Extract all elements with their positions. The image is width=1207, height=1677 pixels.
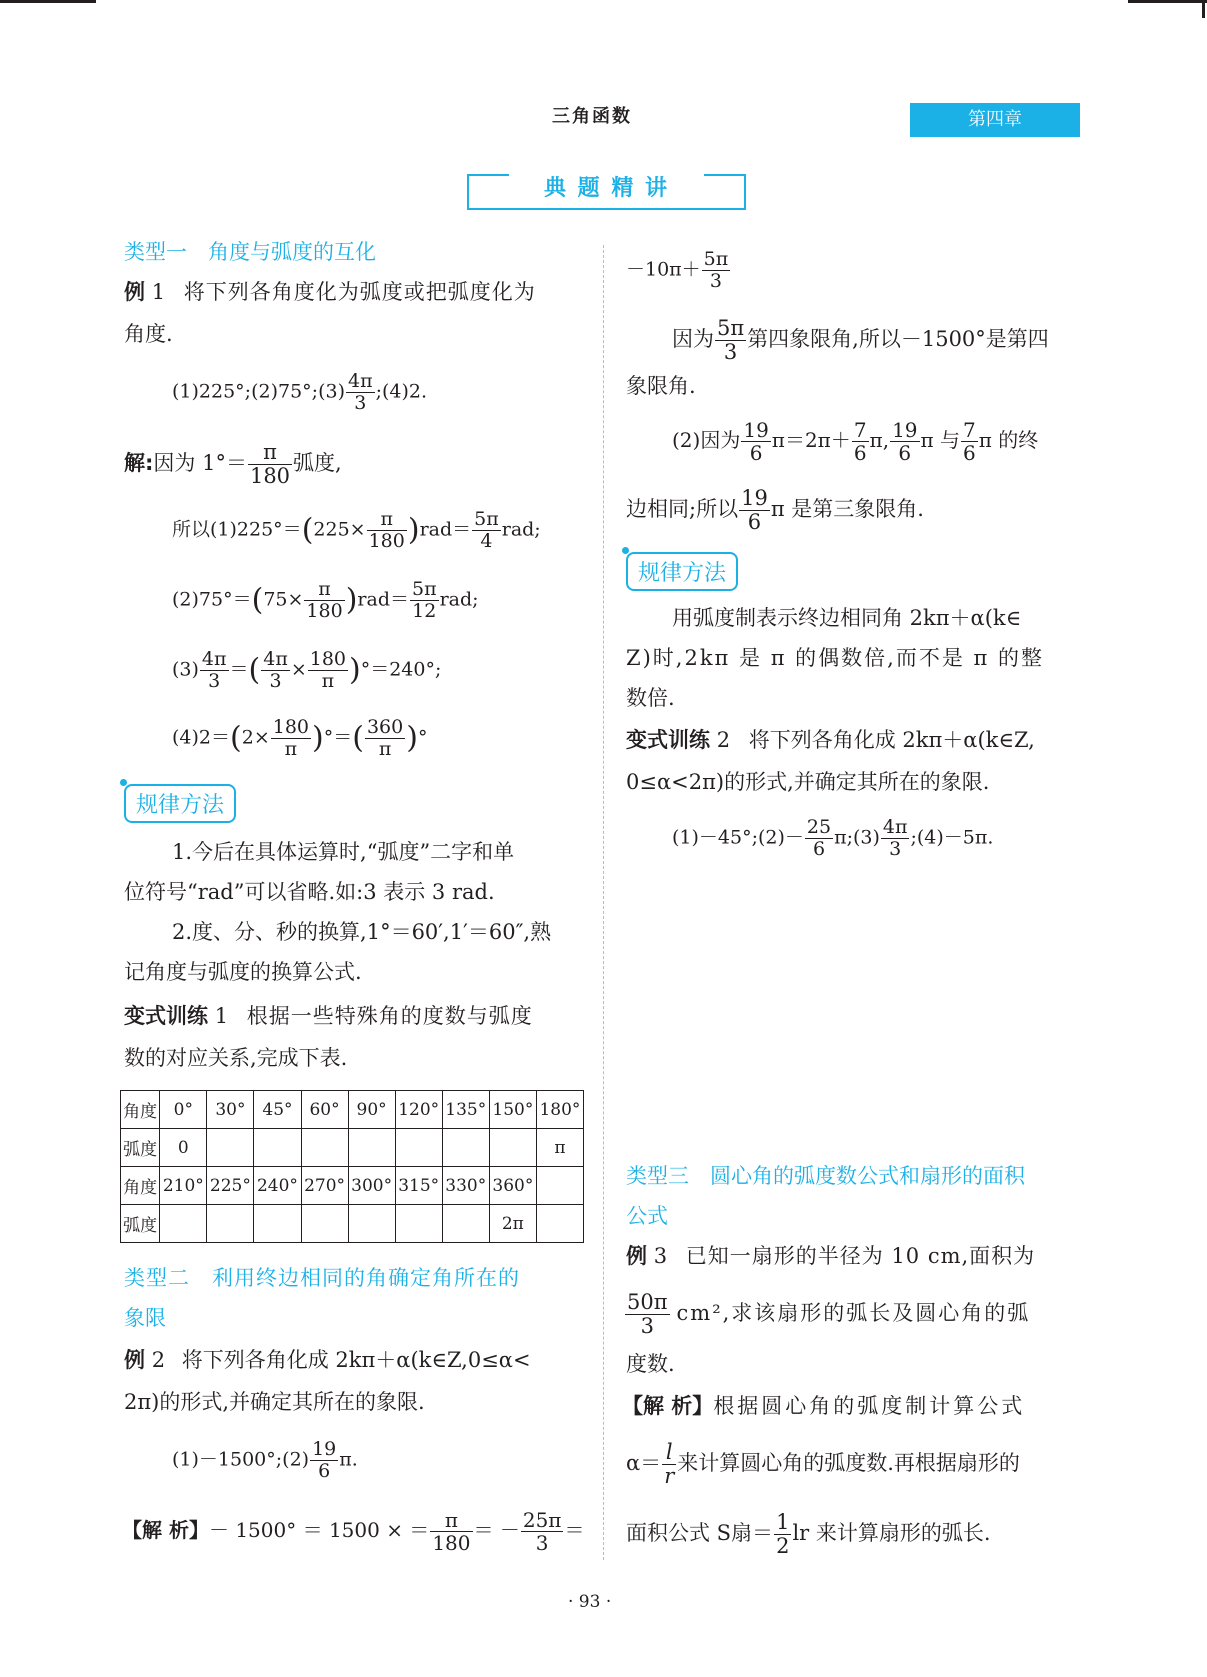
variation1-text-a: 根据一些特殊角的度数与弧度 bbox=[246, 1004, 533, 1028]
solution-step-1: 所以(1)225°＝(225× $\frac{\pi}{180}$ )rad＝ $\frac{5\pi}{4}$ rad; bbox=[172, 508, 541, 552]
variation2-parts-c: ;(4)－5π. bbox=[910, 826, 994, 849]
table-cell: 135° bbox=[442, 1091, 489, 1129]
analysis-right-label: 【解 析】 bbox=[622, 1394, 714, 1418]
fraction-50pi-3: $\frac{50\pi}{3}$ bbox=[627, 1290, 668, 1338]
table-cell: 360° bbox=[489, 1167, 536, 1205]
variation2-text-a: 将下列各角化成 2kπ＋α(k∈Z, bbox=[748, 728, 1035, 752]
step1-a: 所以(1)225°＝ bbox=[172, 518, 302, 541]
q4-b: 第四象限角,所以－1500°是第四 bbox=[747, 327, 1049, 351]
step2-b: 75× bbox=[263, 588, 304, 611]
table-cell: 2π bbox=[489, 1205, 536, 1243]
corner-mark-right bbox=[1128, 0, 1207, 3]
variation1-num: 1 bbox=[214, 1004, 229, 1028]
p2-g: π 是第三象限角. bbox=[770, 497, 924, 521]
rule2-line-b: 记角度与弧度的换算公式. bbox=[124, 960, 362, 984]
right-continuation bbox=[626, 250, 731, 291]
step4-a: (4)2＝ bbox=[172, 726, 231, 749]
table-cell: 210° bbox=[160, 1167, 207, 1205]
rule-box-2-dot bbox=[622, 547, 629, 554]
example3-intro bbox=[626, 1246, 1035, 1267]
fraction-19-6-d: $\frac{19}{6}$ bbox=[741, 486, 768, 534]
table-cell: 0 bbox=[160, 1129, 207, 1167]
table-row bbox=[121, 1091, 584, 1129]
step2-d: rad; bbox=[439, 588, 479, 611]
rule-box-1 bbox=[124, 784, 236, 823]
analysis-right bbox=[622, 1396, 1025, 1417]
rule-box-2-title: 规律方法 bbox=[638, 561, 727, 586]
variation2-num: 2 bbox=[716, 728, 731, 752]
fraction-25-6: $\frac{25}{6}$ bbox=[806, 816, 832, 860]
step4-b: 2× bbox=[241, 726, 270, 749]
table-cell bbox=[489, 1129, 536, 1167]
variation2-parts bbox=[672, 818, 993, 859]
analysis-right-line-3 bbox=[626, 1512, 991, 1557]
table-cell bbox=[207, 1205, 254, 1243]
step3-a: (3) bbox=[172, 658, 199, 681]
table-cell bbox=[207, 1129, 254, 1167]
p2-d: π 与 bbox=[920, 428, 961, 452]
fraction-4pi-3-b: $\frac{4\pi}{3}$ bbox=[201, 648, 227, 692]
example1-parts-a: (1)225°;(2)75°;(3) bbox=[172, 380, 345, 403]
analysis-right-b: α＝ bbox=[626, 1451, 662, 1475]
type1-title: 类型一 角度与弧度的互化 bbox=[124, 240, 376, 264]
analysis-left bbox=[122, 1510, 584, 1553]
table-cell bbox=[395, 1129, 442, 1167]
analysis-right-e: lr 来计算扇形的弧长. bbox=[792, 1521, 991, 1545]
example2-text-b: 2π)的形式,并确定其所在的象限. bbox=[124, 1390, 425, 1414]
fraction-180-pi: $\frac{180}{\pi}$ bbox=[309, 648, 346, 692]
table-cell bbox=[160, 1205, 207, 1243]
variation2-label: 变式训练 bbox=[626, 728, 710, 752]
solution-step-4: (4)2＝(2× $\frac{180}{\pi}$ )°＝( $\frac{360}{\pi}$ )° bbox=[172, 716, 428, 760]
p2-b: π＝2π＋ bbox=[771, 428, 851, 452]
step1-d: rad; bbox=[501, 518, 541, 541]
header-subject: 三角函数 bbox=[552, 106, 632, 127]
table-cell: 330° bbox=[442, 1167, 489, 1205]
table-cell bbox=[301, 1205, 348, 1243]
fraction-7-6-b: $\frac{7}{6}$ bbox=[963, 418, 976, 465]
fraction-5pi-4: $\frac{5\pi}{4}$ bbox=[474, 508, 499, 552]
table-cell bbox=[348, 1129, 395, 1167]
table-cell: 225° bbox=[207, 1167, 254, 1205]
fraction-180-pi-b: $\frac{180}{\pi}$ bbox=[272, 716, 310, 760]
fraction-25pi-3: $\frac{25\pi}{3}$ bbox=[522, 1508, 562, 1555]
table-cell bbox=[254, 1129, 301, 1167]
table-cell: 270° bbox=[301, 1167, 348, 1205]
type2-title-b: 象限 bbox=[124, 1306, 166, 1330]
type2-title-a: 类型二 利用终边相同的角确定角所在的 bbox=[124, 1266, 520, 1290]
variation2-intro bbox=[626, 730, 1035, 751]
table-cell: 150° bbox=[489, 1091, 536, 1129]
example3-num: 3 bbox=[653, 1244, 668, 1268]
solution-step-3: (3) $\frac{4\pi}{3}$ ＝( $\frac{4\pi}{3}$ × $\frac{180}{\pi}$ )°＝240°; bbox=[172, 648, 442, 692]
analysis-right-a: 根据圆心角的弧度制计算公式 bbox=[713, 1394, 1026, 1418]
example2-intro bbox=[124, 1350, 531, 1371]
fraction-5pi-3: $\frac{5\pi}{3}$ bbox=[703, 248, 729, 292]
rule1-line-a: 1.今后在具体运算时,“弧度”二字和单 bbox=[172, 840, 515, 864]
step3-d: °＝240°; bbox=[360, 658, 442, 681]
table-cell bbox=[395, 1205, 442, 1243]
table-cell bbox=[536, 1205, 583, 1243]
fraction-pi-180-b: $\frac{\pi}{180}$ bbox=[368, 508, 405, 552]
fraction-1-2: $\frac{1}{2}$ bbox=[776, 1510, 790, 1558]
table-cell bbox=[348, 1205, 395, 1243]
fraction-pi-180-d: $\frac{\pi}{180}$ bbox=[432, 1508, 471, 1555]
table-cell bbox=[442, 1205, 489, 1243]
fraction-360-pi: $\frac{360}{\pi}$ bbox=[366, 716, 404, 760]
conversion-table bbox=[120, 1090, 584, 1243]
fraction-5pi-3-b: $\frac{5\pi}{3}$ bbox=[717, 316, 745, 364]
type3-title-b: 公式 bbox=[626, 1204, 668, 1228]
table-cell: 180° bbox=[536, 1091, 583, 1129]
table-cell: 30° bbox=[207, 1091, 254, 1129]
variation1-intro bbox=[124, 1006, 533, 1027]
rule2-line-a: 2.度、分、秒的换算,1°＝60′,1′＝60″,熟 bbox=[172, 920, 552, 944]
step2-a: (2)75°＝ bbox=[172, 588, 252, 611]
p2-e: π 的终 bbox=[978, 428, 1039, 452]
table-cell: 0° bbox=[160, 1091, 207, 1129]
table-cell: 120° bbox=[395, 1091, 442, 1129]
rule-box-1-title: 规律方法 bbox=[136, 793, 225, 818]
example3-label: 例 bbox=[626, 1244, 647, 1268]
table-cell: 240° bbox=[254, 1167, 301, 1205]
q4-a: 因为 bbox=[672, 327, 714, 351]
table-cell: 300° bbox=[348, 1167, 395, 1205]
fraction-4pi-3: $\frac{4\pi}{3}$ bbox=[348, 370, 373, 414]
fraction-7-6: $\frac{7}{6}$ bbox=[853, 418, 867, 465]
page-number: · 93 · bbox=[568, 1592, 612, 1612]
example1-parts bbox=[172, 372, 427, 413]
example2-text-a: 将下列各角化成 2kπ＋α(k∈Z,0≤α< bbox=[181, 1348, 531, 1372]
variation2-parts-a: (1)－45°;(2)－ bbox=[672, 826, 804, 849]
table-cell: π bbox=[536, 1129, 583, 1167]
analysis-right-line-2 bbox=[626, 1442, 1020, 1487]
solution-intro-b: 弧度, bbox=[293, 451, 342, 475]
step1-c: rad＝ bbox=[419, 518, 472, 541]
corner-mark-left bbox=[0, 0, 96, 3]
part2-line bbox=[672, 420, 1038, 463]
example2-label: 例 bbox=[124, 1348, 145, 1372]
table-cell: 60° bbox=[301, 1091, 348, 1129]
variation2-parts-b: π;(3) bbox=[834, 826, 880, 849]
example1-text-b: 角度. bbox=[124, 322, 173, 346]
step3-c: × bbox=[290, 658, 307, 681]
variation1-text-b: 数的对应关系,完成下表. bbox=[124, 1046, 348, 1070]
rule-right-b: Z)时,2kπ 是 π 的偶数倍,而不是 π 的整 bbox=[626, 646, 1045, 670]
table-cell: 90° bbox=[348, 1091, 395, 1129]
example2-num: 2 bbox=[151, 1348, 166, 1372]
p2-c: π, bbox=[869, 428, 890, 452]
corner-mark-vertical bbox=[1202, 0, 1205, 18]
analysis-left-a: － 1500° ＝ 1500 × ＝ bbox=[208, 1518, 430, 1542]
table-cell bbox=[442, 1129, 489, 1167]
example3-line-b bbox=[624, 1292, 1030, 1337]
example1-intro bbox=[124, 282, 536, 303]
example3-text-b: cm²,求该扇形的弧长及圆心角的弧 bbox=[676, 1301, 1031, 1325]
type3-title-a: 类型三 圆心角的弧度数公式和扇形的面积 bbox=[626, 1164, 1025, 1188]
rule1-line-b: 位符号“rad”可以省略.如:3 表示 3 rad. bbox=[124, 880, 495, 904]
variation2-text-b: 0≤α<2π)的形式,并确定其所在的象限. bbox=[626, 770, 990, 794]
solution-label: 解: bbox=[124, 451, 154, 475]
rule-right-a: 用弧度制表示终边相同角 2kπ＋α(k∈ bbox=[672, 606, 1022, 630]
example1-num: 1 bbox=[151, 280, 166, 304]
quadrant4-line-c: 象限角. bbox=[626, 374, 696, 398]
section-banner bbox=[467, 176, 746, 210]
table-cell: 45° bbox=[254, 1091, 301, 1129]
example3-text-a: 已知一扇形的半径为 10 cm,面积为 bbox=[685, 1244, 1036, 1268]
header-chapter-label: 第四章 bbox=[968, 109, 1022, 130]
fraction-pi-180: $\frac{\pi}{180}$ bbox=[249, 440, 291, 488]
example1-text-a: 将下列各角度化为弧度或把弧度化为 bbox=[183, 280, 536, 304]
example2-parts-a: (1)－1500°;(2) bbox=[172, 1448, 310, 1471]
solution-intro-a: 因为 1°＝ bbox=[153, 451, 247, 475]
rule-box-2 bbox=[626, 552, 738, 591]
table-cell: 角度 bbox=[121, 1091, 160, 1129]
quadrant4-line bbox=[672, 318, 1049, 363]
example2-parts-b: π. bbox=[339, 1448, 358, 1471]
column-divider bbox=[603, 245, 604, 1560]
table-cell: 角度 bbox=[121, 1167, 160, 1205]
fraction-5pi-12: $\frac{5\pi}{12}$ bbox=[411, 578, 437, 622]
fraction-19-6: $\frac{19}{6}$ bbox=[312, 1438, 337, 1482]
solution-intro bbox=[124, 442, 342, 487]
table-cell: 315° bbox=[395, 1167, 442, 1205]
table-cell: 弧度 bbox=[121, 1205, 160, 1243]
analysis-right-c: 来计算圆心角的弧度数.再根据扇形的 bbox=[677, 1451, 1020, 1475]
example3-text-c: 度数. bbox=[626, 1352, 675, 1376]
step1-b: 225× bbox=[313, 518, 366, 541]
example1-parts-b: ;(4)2. bbox=[375, 380, 428, 403]
p2-f: 边相同;所以 bbox=[626, 497, 739, 521]
fraction-4pi-3-c: $\frac{4\pi}{3}$ bbox=[263, 648, 288, 692]
analysis-left-label: 【解 析】 bbox=[122, 1518, 209, 1542]
section-banner-title: 典 题 精 讲 bbox=[544, 176, 669, 201]
step4-c: °＝ bbox=[323, 726, 353, 749]
table-cell bbox=[536, 1167, 583, 1205]
fraction-19-6-b: $\frac{19}{6}$ bbox=[743, 418, 769, 465]
table-cell: 弧度 bbox=[121, 1129, 160, 1167]
analysis-left-c: ＝ bbox=[564, 1518, 585, 1542]
table-row bbox=[121, 1167, 584, 1205]
variation1-label: 变式训练 bbox=[124, 1004, 208, 1028]
example2-parts bbox=[172, 1440, 358, 1481]
table-row bbox=[121, 1205, 584, 1243]
table-row bbox=[121, 1129, 584, 1167]
rule-right-c: 数倍. bbox=[626, 686, 675, 710]
table-cell bbox=[301, 1129, 348, 1167]
fraction-l-r: $\frac{l}{r}$ bbox=[664, 1440, 675, 1488]
p2-a: (2)因为 bbox=[672, 428, 741, 452]
fraction-4pi-3-d: $\frac{4\pi}{3}$ bbox=[882, 816, 908, 860]
analysis-right-d: 面积公式 S扇＝ bbox=[626, 1521, 774, 1545]
step3-b: ＝ bbox=[229, 658, 249, 681]
step2-c: rad＝ bbox=[357, 588, 409, 611]
solution-step-2: (2)75°＝(75× $\frac{\pi}{180}$ )rad＝ $\frac{5\pi}{12}$ rad; bbox=[172, 578, 479, 622]
example1-label: 例 bbox=[124, 280, 145, 304]
step4-d: ° bbox=[417, 726, 428, 749]
fraction-pi-180-c: $\frac{\pi}{180}$ bbox=[306, 578, 343, 622]
analysis-left-b: ＝ － bbox=[473, 1518, 520, 1542]
header-chapter-tab bbox=[910, 103, 1080, 137]
rule-box-1-dot bbox=[120, 779, 127, 786]
fraction-19-6-c: $\frac{19}{6}$ bbox=[892, 418, 918, 465]
part2-line-2 bbox=[626, 488, 924, 533]
table-cell bbox=[254, 1205, 301, 1243]
right-cont-a: －10π＋ bbox=[626, 258, 701, 281]
